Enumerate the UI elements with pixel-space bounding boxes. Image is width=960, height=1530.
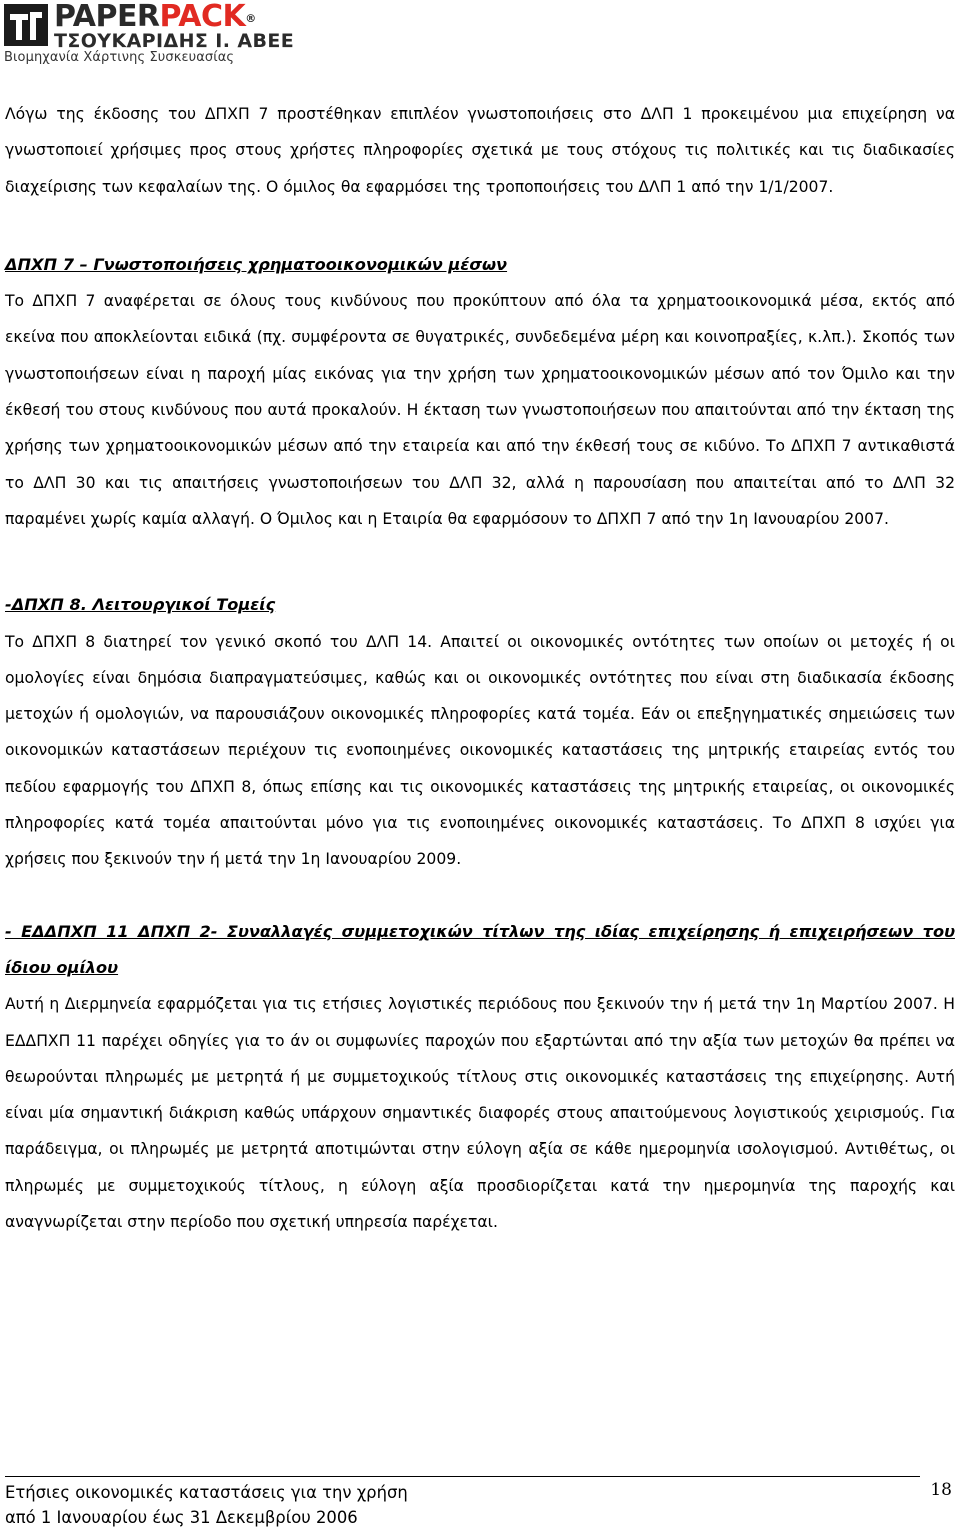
section-spacer: [5, 878, 955, 914]
company-logo: [0, 0, 295, 72]
logo-company-name: ΤΣΟΥΚΑΡΙΔΗΣ Ι. ΑΒΕΕ: [54, 30, 295, 52]
footer-period: από 1 Ιανουαρίου έως 31 Δεκεμβρίου 2006: [5, 1508, 358, 1527]
registered-mark: ®: [245, 12, 256, 25]
ifrs8-heading: -ΔΠΧΠ 8. Λειτουργικοί Τομείς: [5, 595, 276, 615]
logo-mark-icon: [4, 4, 48, 46]
page-number: 18: [930, 1480, 952, 1500]
ifrs7-heading: ΔΠΧΠ 7 – Γνωστοποιήσεις χρηματοοικονομικών μέσων: [5, 254, 508, 274]
ifric11-heading: - ΕΔΔΠΧΠ 11 ΔΠΧΠ 2- Συναλλαγές συμμετοχικών τίτλων της ιδίας επιχείρησης ή επιχειρήσεων του ίδιου ομίλου: [5, 921, 955, 977]
logo-brand-pack: PACK: [159, 0, 246, 34]
footer-divider: [5, 1476, 920, 1477]
logo-brand-paper: PAPER: [54, 0, 160, 34]
section-spacer: [5, 537, 955, 587]
section-spacer: [5, 205, 955, 247]
intro-paragraph: Λόγω της έκδοσης του ΔΠΧΠ 7 προστέθηκαν επιπλέον γνωστοποιήσεις στο ΔΛΠ 1 προκειμένου μια επιχείρηση να γνωστοποιεί χρήσιμες προς στους χρήστες πληροφορίες σχετικά με τους στόχους τις πολιτικές και τις διαδικασίες διαχείρισης των κεφαλαίων της. Ο όμιλος θα εφαρμόσει της τροποποιήσεις του ΔΛΠ 1 από την 1/1/2007.: [5, 105, 955, 196]
ifric11-paragraph: Αυτή η Διερμηνεία εφαρμόζεται για τις ετήσιες λογιστικές περιόδους που ξεκινούν την ή μετά την 1η Μαρτίου 2007. Η ΕΔΔΠΧΠ 11 παρέχει οδηγίες για το άν οι συμφωνίες παροχών που εξαρτώνται από την αξία των μετοχών θα πρέπει να θεωρούνται πληρωμές με μετρητά ή με συμμετοχικούς τίτλους στις οικονομικές καταστάσεις της επιχείρησης. Αυτή είναι μία σημαντική διάκριση καθώς υπάρχουν σημαντικές διαφορές στους απαιτούμενους λογιστικούς χειρισμούς. Για παράδειγμα, οι πληρωμές με μετρητά αποτιμώνται στην εύλογη αξία σε κάθε ημερομηνία ισολογισμού. Αντιθέτως, οι πληρωμές με συμμετοχικούς τίτλους, η εύλογη αξία προσδιορίζεται κατά την ημερομηνία της παροχής και αναγνωρίζεται στην περίοδο που σχετική υπηρεσία παρέχεται.: [5, 995, 955, 1232]
ifrs7-paragraph: Το ΔΠΧΠ 7 αναφέρεται σε όλους τους κινδύνους που προκύπτουν από όλα τα χρηματοοικονομικά μέσα, εκτός από εκείνα που αποκλείονται ειδικά (πχ. συμφέροντα σε θυγατρικές, συνδεδεμένα μέρη και κοινοπραξίες, κ.λπ.). Σκοπός των γνωστοποιήσεων είναι η παροχή μίας εικόνας για την χρήση των χρηματοοικονομικών μέσων από τον Όμιλο και την έκθεσή του στους κινδύνους που αυτά προκαλούν. Η έκταση των γνωστοποιήσεων που απαιτούνται από την έκταση της χρήσης των χρηματοοικονομικών μέσων από την εταιρεία και από την έκθεσή τους σε κιδύνο. Το ΔΠΧΠ 7 αντικαθιστά το ΔΛΠ 30 και τις απαιτήσεις γνωστοποιήσεων του ΔΛΠ 32, αλλά η παρουσίαση που απαιτείται από το ΔΛΠ 32 παραμένει χωρίς καμία αλλαγή. Ο Όμιλος και η Εταιρία θα εφαρμόσουν το ΔΠΧΠ 7 από την 1η Ιανουαρίου 2007.: [5, 292, 955, 528]
ifrs8-paragraph: Το ΔΠΧΠ 8 διατηρεί τον γενικό σκοπό του ΔΛΠ 14. Απαιτεί οι οικονομικές οντότητες των οποίων οι μετοχές ή οι ομολογίες είναι δημόσια διαπραγματεύσιμες, καθώς και οι οικονομικές οντότητες που είναι στη διαδικασία έκδοσης μετοχών ή ομολογιών, να παρουσιάζουν οικονομικές πληροφορίες κατά τομέα. Εάν οι επεξηγηματικές σημειώσεις των οικονομικών καταστάσεων περιέχουν τις ενοποιημένες οικονομικές καταστάσεις της μητρικής εταιρείας εντός του πεδίου εφαρμογής του ΔΠΧΠ 8, όπως επίσης και τις οικονομικές καταστάσεις της μητρικής εταιρείας, οι οικονομικές πληροφορίες κατά τομέα απαιτούνται μόνο για τις ενοποιημένες οικονομικές καταστάσεις. Το ΔΠΧΠ 8 ισχύει για χρήσεις που ξεκινούν την ή μετά την 1η Ιανουαρίου 2009.: [5, 632, 955, 869]
footer-title: Ετήσιες οικονομικές καταστάσεις για την χρήση: [5, 1483, 408, 1502]
document-body: [5, 96, 955, 1240]
logo-brand: [54, 0, 256, 34]
logo-tagline: Βιομηχανία Χάρτινης Συσκευασίας: [4, 50, 235, 65]
